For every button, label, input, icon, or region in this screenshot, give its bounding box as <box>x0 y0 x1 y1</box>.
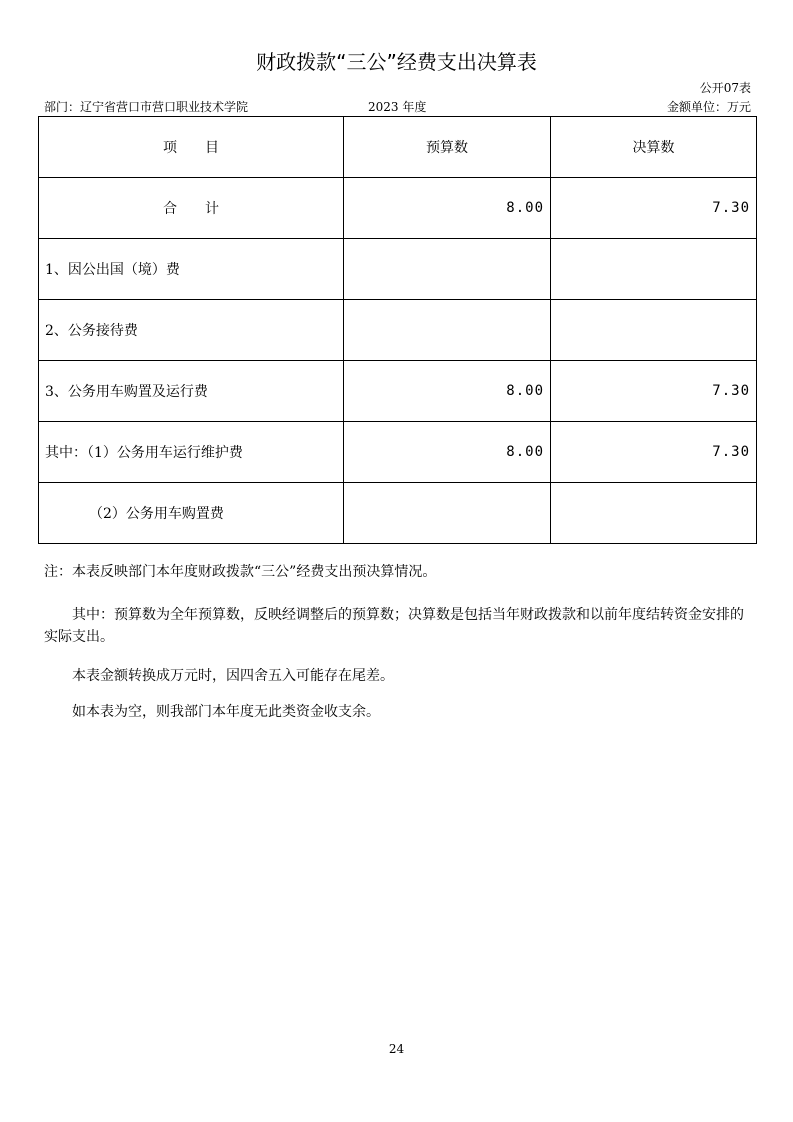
page-title: 财政拨款“三公”经费支出决算表 <box>256 50 537 74</box>
header-budget: 预算数 <box>344 117 551 178</box>
row-budget <box>344 483 551 544</box>
table-row <box>39 239 757 300</box>
header-actual: 决算数 <box>551 117 757 178</box>
fiscal-year: 2023 年度 <box>368 100 427 114</box>
note-2: 其中：预算数为全年预算数，反映经调整后的预算数；决算数是包括当年财政拨款和以前年度结转资金安排的实际支出。 <box>44 607 744 645</box>
row-budget <box>344 239 551 300</box>
row-label: 3、公务用车购置及运行费 <box>39 361 344 422</box>
note-3: 本表金额转换成万元时，因四舍五入可能存在尾差。 <box>72 668 394 684</box>
row-budget: 8.00 <box>344 178 551 239</box>
header-item: 项 目 <box>39 117 344 178</box>
note-4: 如本表为空，则我部门本年度无此类资金收支余。 <box>72 704 380 720</box>
form-number: 公开07表 <box>699 81 751 95</box>
row-actual <box>551 483 757 544</box>
row-budget <box>344 300 551 361</box>
row-actual <box>551 239 757 300</box>
row-actual: 7.30 <box>551 178 757 239</box>
row-label: 1、因公出国（境）费 <box>39 239 344 300</box>
table-row-total <box>39 178 757 239</box>
row-label: （2）公务用车购置费 <box>39 483 344 544</box>
row-budget: 8.00 <box>344 422 551 483</box>
table-header-row <box>39 117 757 178</box>
table-row <box>39 300 757 361</box>
table-row <box>39 483 757 544</box>
note-1: 注：本表反映部门本年度财政拨款“三公”经费支出预决算情况。 <box>44 564 437 580</box>
expenditure-table <box>38 116 757 544</box>
row-label: 2、公务接待费 <box>39 300 344 361</box>
row-label: 合 计 <box>39 178 344 239</box>
row-actual <box>551 300 757 361</box>
row-label: 其中：（1）公务用车运行维护费 <box>39 422 344 483</box>
amount-unit: 金额单位：万元 <box>666 100 751 114</box>
table-row <box>39 422 757 483</box>
row-actual: 7.30 <box>551 422 757 483</box>
department-label: 部门：辽宁省营口市营口职业技术学院 <box>44 100 249 114</box>
row-actual: 7.30 <box>551 361 757 422</box>
table-row <box>39 361 757 422</box>
row-budget: 8.00 <box>344 361 551 422</box>
page-number: 24 <box>388 1042 405 1056</box>
